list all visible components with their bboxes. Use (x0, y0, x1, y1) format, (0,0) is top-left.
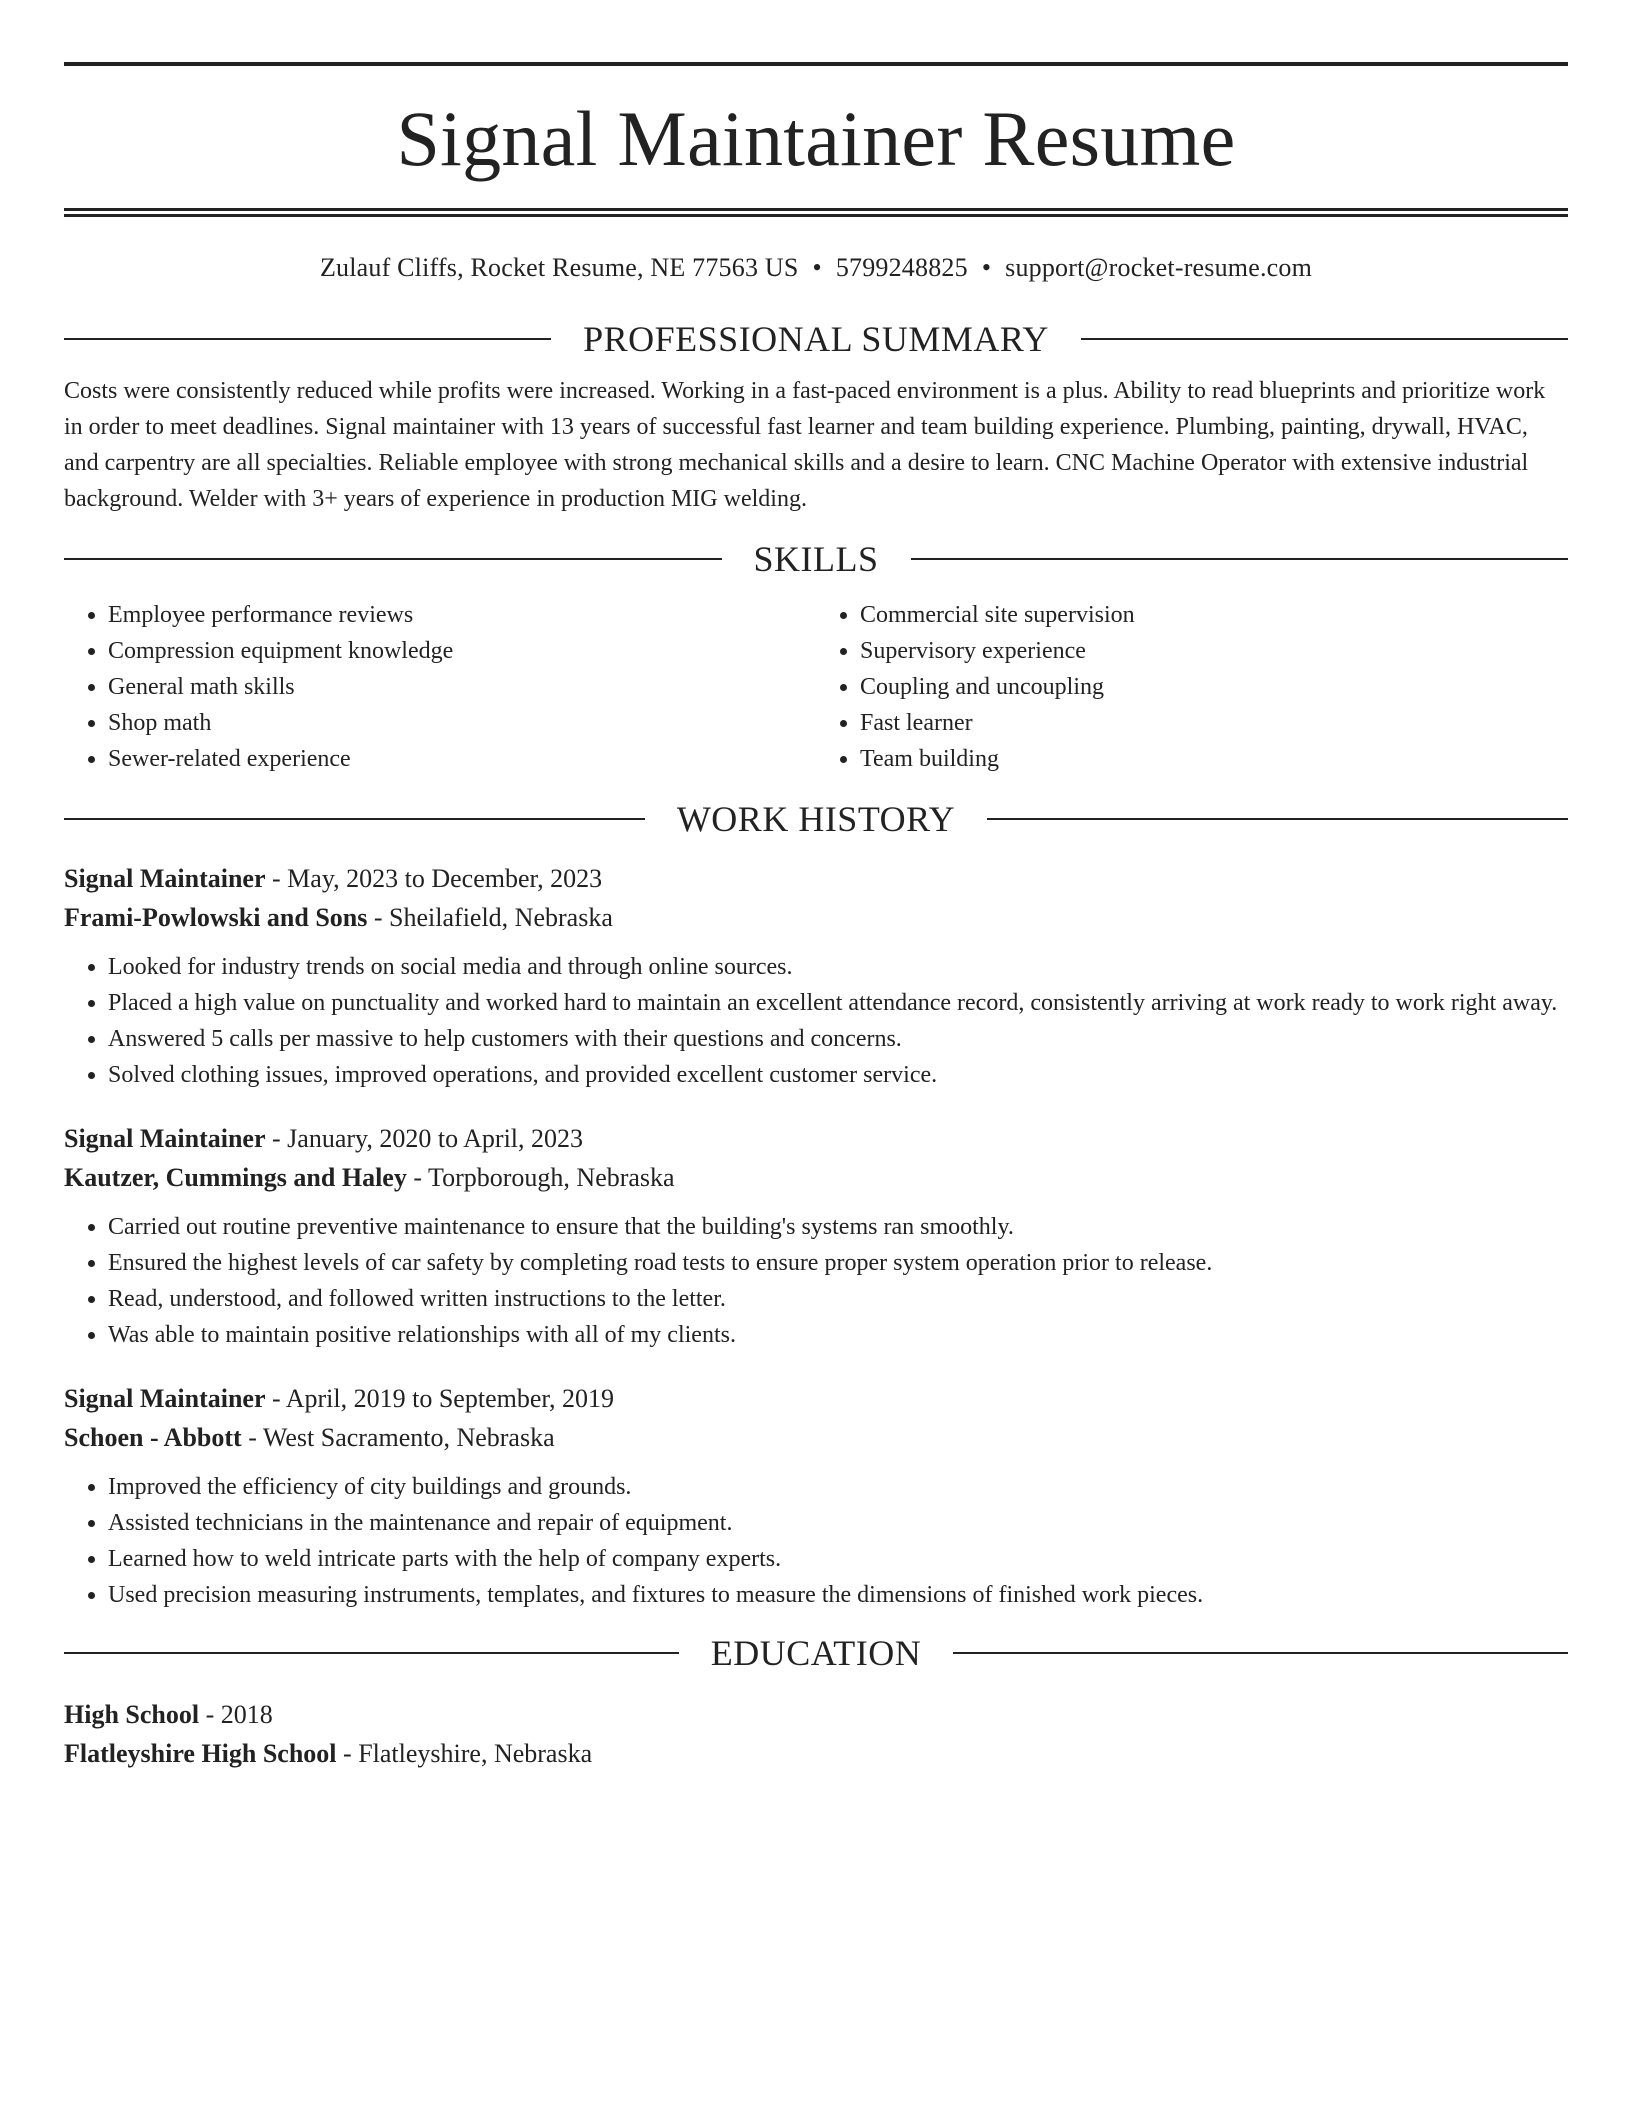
skills-list (64, 597, 1568, 777)
section-divider (64, 818, 645, 820)
contact-separator: • (981, 253, 992, 282)
job-bullet: • Read, understood, and followed written instructions to the letter. (108, 1281, 1568, 1317)
education-location: - Flatleyshire, Nebraska (336, 1739, 593, 1768)
job-dates: - January, 2020 to April, 2023 (265, 1124, 584, 1153)
contact-line (64, 251, 1568, 285)
skills-heading: SKILLS (753, 539, 879, 579)
education-year: - 2018 (199, 1700, 273, 1729)
top-rule (64, 62, 1568, 66)
job-bullet: • Learned how to weld intricate parts with the help of company experts. (108, 1541, 1568, 1577)
job-title: Signal Maintainer (64, 864, 266, 893)
skill-item: • Team building (860, 741, 1568, 777)
title-double-rule (64, 208, 1568, 217)
resume-page (64, 62, 1568, 1773)
section-divider (987, 818, 1568, 820)
job-company: Schoen - Abbott (64, 1423, 242, 1452)
job-entry (64, 859, 1568, 1093)
education-entry (64, 1695, 1568, 1773)
job-bullet: • Ensured the highest levels of car safety by completing road tests to ensure proper system operation prior to release. (108, 1245, 1568, 1281)
resume-title: Signal Maintainer Resume (396, 95, 1236, 182)
skill-item: • Supervisory experience (860, 633, 1568, 669)
job-location: - West Sacramento, Nebraska (241, 1423, 555, 1452)
job-bullets (64, 1209, 1568, 1353)
skill-item: • Coupling and uncoupling (860, 669, 1568, 705)
skills-column-left (64, 597, 816, 777)
skills-column-right (816, 597, 1568, 777)
skill-item: • General math skills (108, 669, 816, 705)
section-divider (64, 338, 551, 340)
contact-address: Zulauf Cliffs, Rocket Resume, NE 77563 US (319, 253, 799, 282)
education-school: Flatleyshire High School (64, 1739, 337, 1768)
job-dates: - May, 2023 to December, 2023 (265, 864, 603, 893)
job-dates: - April, 2019 to September, 2019 (265, 1384, 614, 1413)
section-divider (64, 558, 722, 560)
skill-item: • Fast learner (860, 705, 1568, 741)
job-location: - Sheilafield, Nebraska (367, 903, 613, 932)
summary-section-header (64, 319, 1568, 359)
education-section-header (64, 1633, 1568, 1673)
job-title-line (64, 1379, 1568, 1418)
skill-item: • Sewer-related experience (108, 741, 816, 777)
summary-heading: PROFESSIONAL SUMMARY (583, 319, 1049, 359)
contact-phone: 5799248825 (835, 253, 968, 282)
education-degree-line (64, 1695, 1568, 1734)
contact-separator: • (812, 253, 822, 282)
skill-item: • Compression equipment knowledge (108, 633, 816, 669)
job-bullet: • Used precision measuring instruments, templates, and fixtures to measure the dimensions of finished work pieces. (108, 1577, 1568, 1613)
job-bullet: • Was able to maintain positive relationships with all of my clients. (108, 1317, 1568, 1353)
job-company-line (64, 898, 1568, 937)
education-heading: EDUCATION (710, 1633, 922, 1673)
skills-section-header (64, 539, 1568, 579)
skill-item: • Employee performance reviews (108, 597, 816, 633)
job-bullet: • Solved clothing issues, improved operations, and provided excellent customer service. (108, 1057, 1568, 1093)
job-bullet: • Placed a high value on punctuality and worked hard to maintain an excellent attendance record, consistently arriving at work ready to work right away. (108, 985, 1568, 1021)
job-company-line (64, 1418, 1568, 1457)
work-heading: WORK HISTORY (676, 799, 956, 839)
job-bullet: • Assisted technicians in the maintenance and repair of equipment. (108, 1505, 1568, 1541)
section-divider (953, 1652, 1568, 1654)
job-entry (64, 1119, 1568, 1353)
job-title: Signal Maintainer (64, 1384, 266, 1413)
section-divider (64, 1652, 679, 1654)
job-title-line (64, 1119, 1568, 1158)
job-bullets (64, 949, 1568, 1093)
job-company: Frami-Powlowski and Sons (64, 903, 368, 932)
job-title: Signal Maintainer (64, 1124, 266, 1153)
summary-text: Costs were consistently reduced while profits were increased. Working in a fast-paced environment is a plus. Ability to read blueprints and prioritize work in order to meet deadlines. Signal maintainer with 13 years of successful fast learner and team building experience. Plumbing, painting, drywall, HVAC, and carpentry are all specialties. Reliable employee with strong mechanical skills and a desire to learn. CNC Machine Operator with extensive industrial background. Welder with 3+ years of experience in production MIG welding. (64, 378, 1546, 512)
section-divider (1081, 338, 1568, 340)
job-entry (64, 1379, 1568, 1613)
education-school-line (64, 1734, 1568, 1773)
skill-item: • Shop math (108, 705, 816, 741)
job-company: Kautzer, Cummings and Haley (64, 1163, 407, 1192)
job-bullet: • Answered 5 calls per massive to help customers with their questions and concerns. (108, 1021, 1568, 1057)
contact-email: support@rocket-resume.com (1005, 253, 1313, 282)
job-location: - Torpborough, Nebraska (406, 1163, 675, 1192)
job-bullet: • Looked for industry trends on social media and through online sources. (108, 949, 1568, 985)
work-section-header (64, 799, 1568, 839)
job-bullet: • Carried out routine preventive maintenance to ensure that the building's systems ran smoothly. (108, 1209, 1568, 1245)
education-degree: High School (64, 1700, 200, 1729)
job-title-line (64, 859, 1568, 898)
job-company-line (64, 1158, 1568, 1197)
skill-item: • Commercial site supervision (860, 597, 1568, 633)
section-divider (911, 558, 1569, 560)
job-bullets (64, 1469, 1568, 1613)
job-bullet: • Improved the efficiency of city buildings and grounds. (108, 1469, 1568, 1505)
